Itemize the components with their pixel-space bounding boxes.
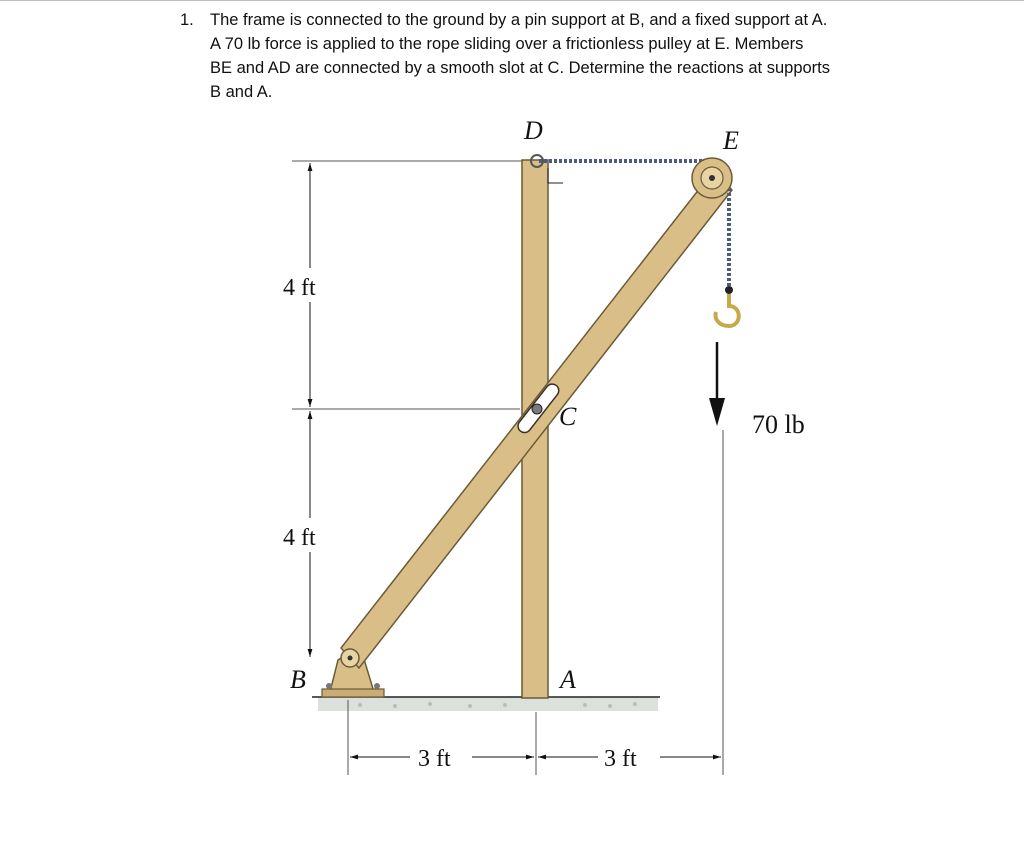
problem-line-1: The frame is connected to the ground by a pin support at B, and a fixed support at A. bbox=[210, 11, 828, 29]
ground bbox=[312, 697, 660, 711]
problem-number: 1. bbox=[180, 11, 194, 29]
problem-line-4: B and A. bbox=[210, 83, 273, 101]
dim-horizontal-left: 3 ft bbox=[418, 746, 451, 772]
dim-vertical-upper: 4 ft bbox=[283, 275, 316, 301]
right-angle-mark bbox=[548, 168, 563, 183]
pulley-e bbox=[692, 158, 732, 198]
label-d: D bbox=[524, 116, 543, 145]
label-c: C bbox=[559, 402, 577, 431]
label-a: A bbox=[560, 665, 576, 694]
label-b: B bbox=[290, 665, 306, 694]
hook bbox=[716, 286, 739, 326]
dim-vertical-lower: 4 ft bbox=[283, 525, 316, 551]
label-e: E bbox=[723, 126, 739, 155]
dim-horizontal-right: 3 ft bbox=[604, 746, 637, 772]
force-arrow bbox=[709, 342, 725, 426]
problem-line-2: A 70 lb force is applied to the rope sliding over a frictionless pulley at E. Members bbox=[210, 35, 804, 53]
force-label: 70 lb bbox=[752, 410, 805, 439]
problem-line-3: BE and AD are connected by a smooth slot at C. Determine the reactions at supports bbox=[210, 59, 830, 77]
pin-b-center bbox=[348, 656, 353, 661]
